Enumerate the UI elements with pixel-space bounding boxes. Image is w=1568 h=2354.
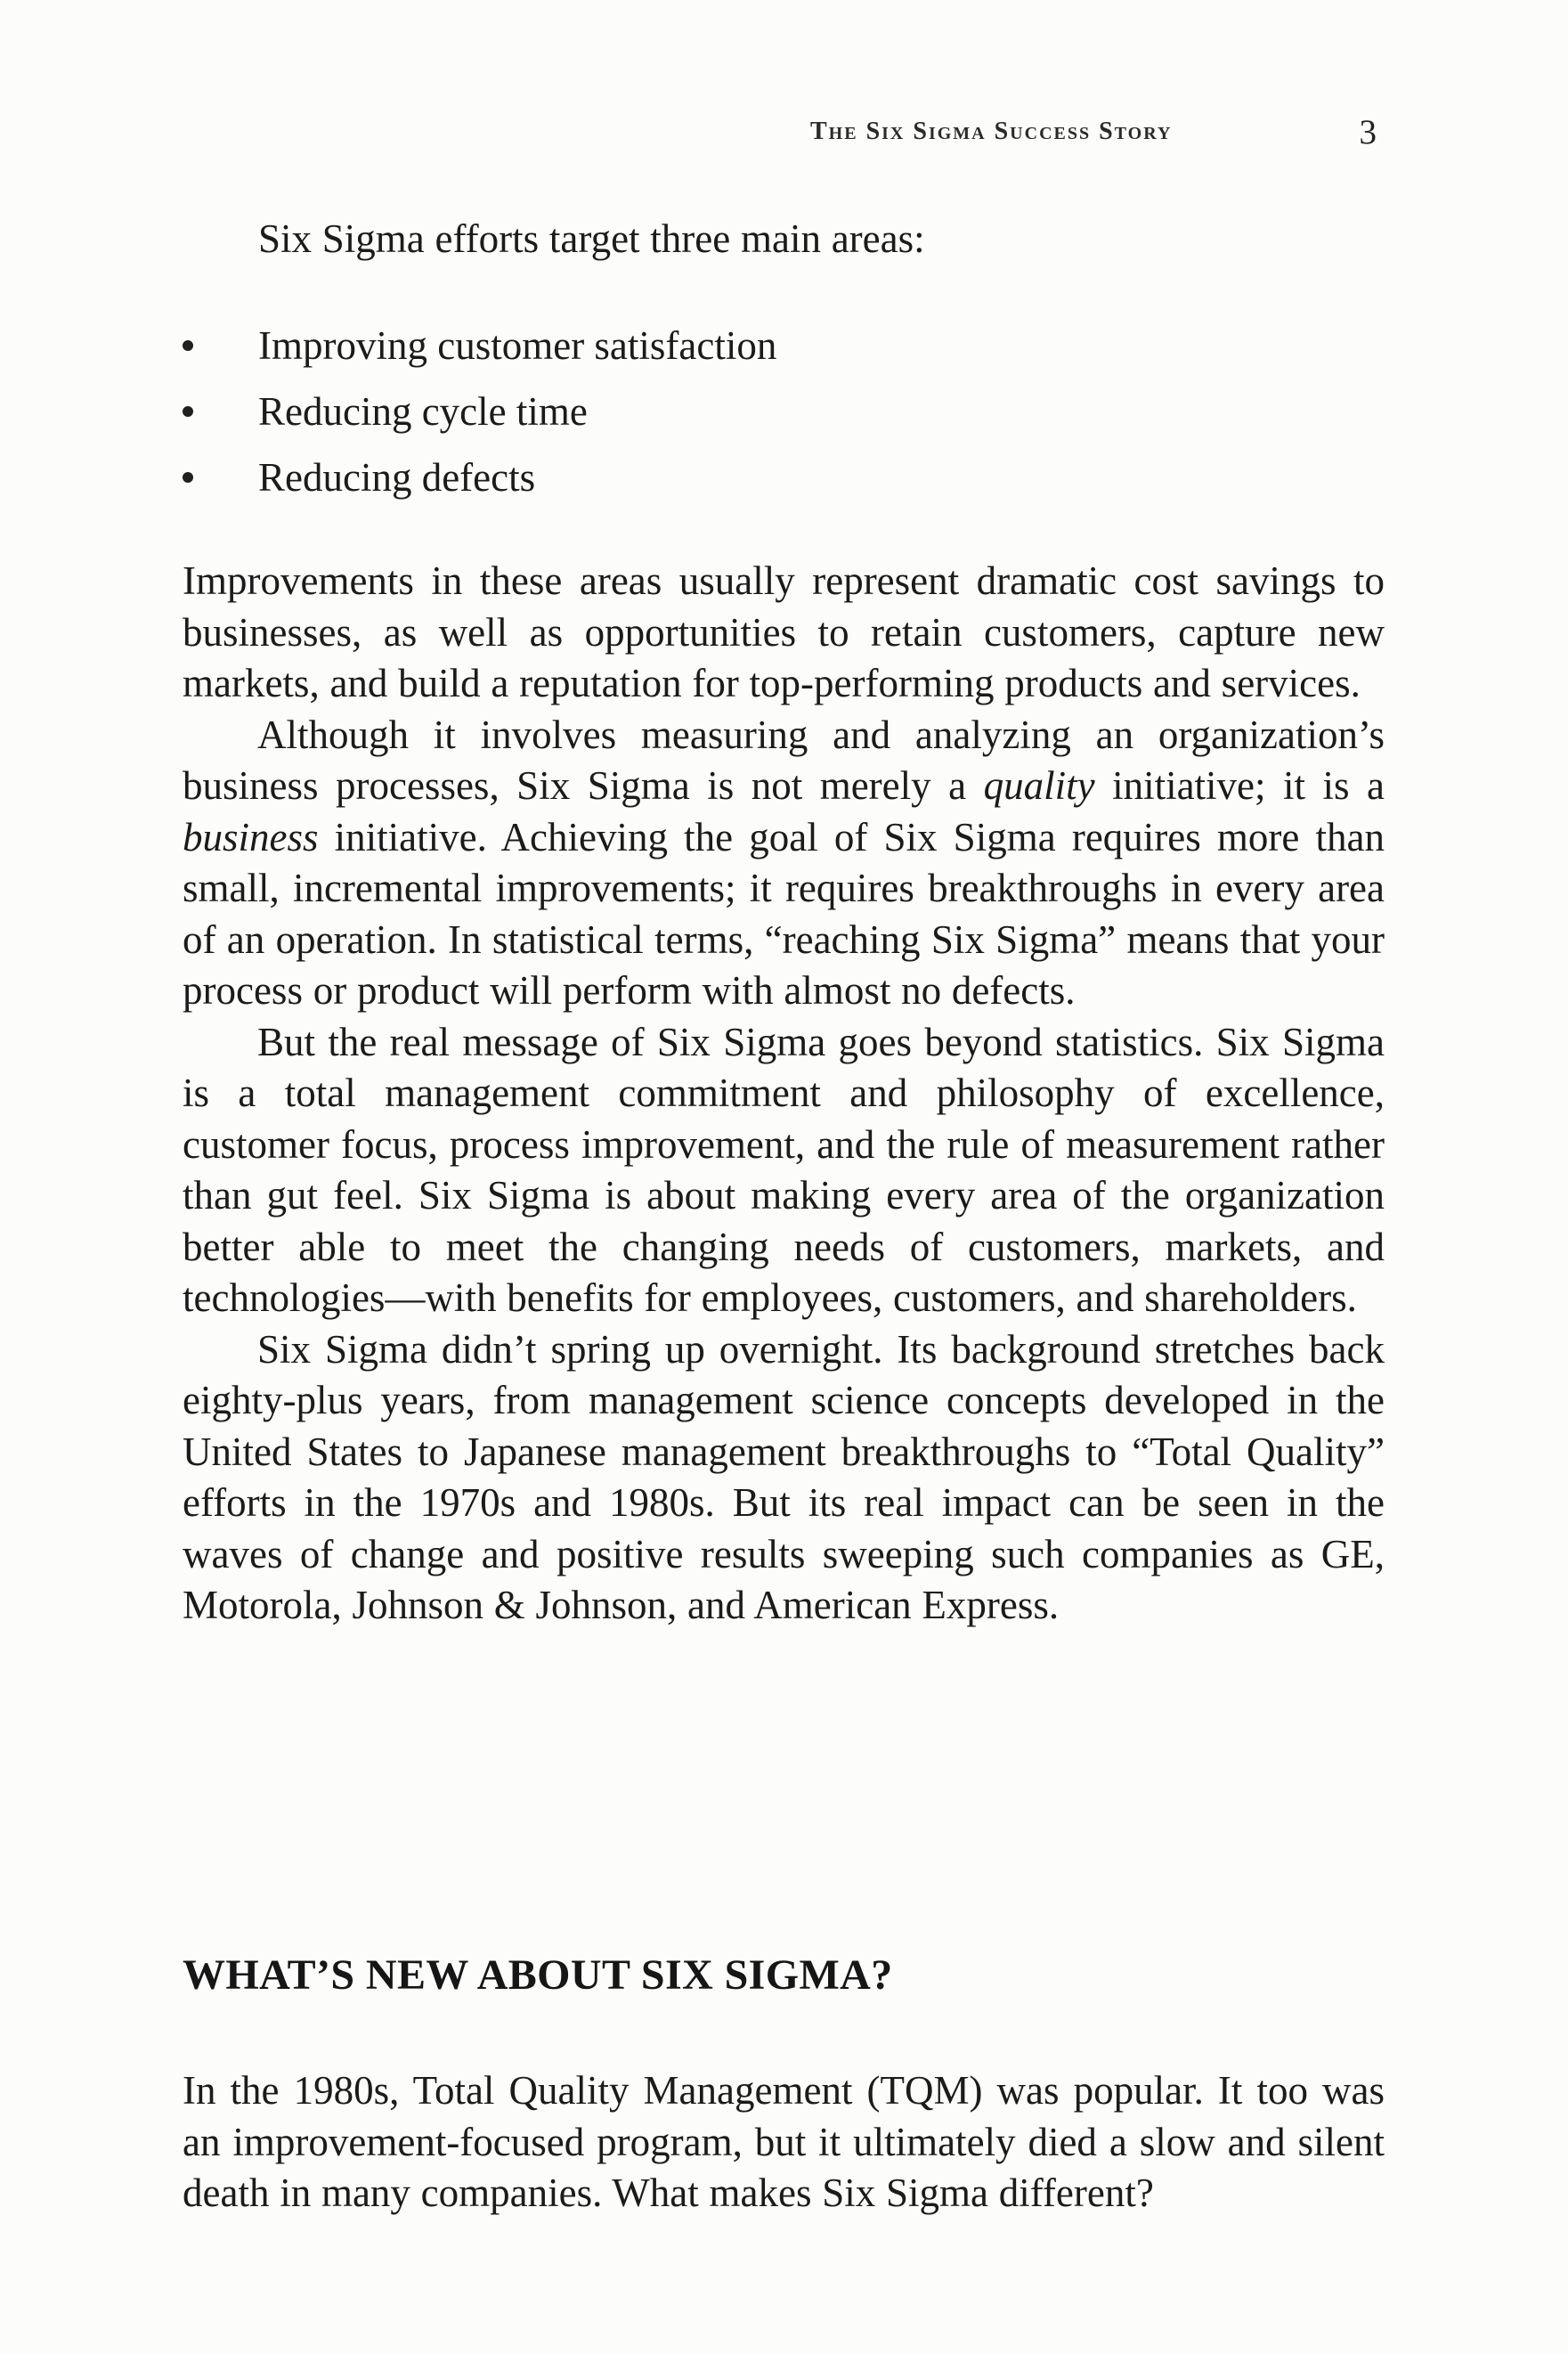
emphasis-quality: quality	[983, 763, 1095, 808]
section-paragraph: In the 1980s, Total Quality Management (TQM) was popular. It too was an improvement-focused program, but it ultimately died a slow and silent death in many companies. What makes Six Sigma different?	[183, 2068, 1385, 2215]
bullet-icon	[183, 340, 193, 351]
focus-area-label: Improving customer satisfaction	[258, 323, 777, 368]
intro-lead: Six Sigma efforts target three main areas:	[258, 216, 925, 261]
bullet-icon	[183, 472, 193, 483]
bullet-icon	[183, 406, 193, 417]
section-heading: WHAT’S NEW ABOUT SIX SIGMA?	[183, 1951, 893, 1999]
body-paragraph-4: Six Sigma didn’t spring up overnight. Its background stretches back eighty-plus years, from management science concepts developed in the United States to Japanese management breakthroughs to “Total Quality” efforts in the 1970s and 1980s. But its real impact can be seen in the waves of change and positive results sweeping such companies as GE, Motorola, Johnson & Johnson, and American Express.	[183, 1326, 1385, 1627]
body-text	[183, 556, 1385, 1632]
focus-area-label: Reducing cycle time	[258, 389, 588, 434]
paragraph-text: initiative; it is a	[1094, 763, 1385, 808]
focus-area-item	[178, 444, 979, 510]
paragraph-text: Although it involves measuring and analyzing an organization’s business processes, Six Sigma is not merely a	[183, 712, 1385, 808]
emphasis-business: business	[183, 814, 319, 859]
section-text	[183, 2065, 1385, 2220]
focus-area-list	[178, 313, 979, 510]
running-head	[775, 112, 1377, 151]
focus-area-item	[178, 379, 979, 444]
running-head-title: The Six Sigma Success Story	[810, 118, 1173, 145]
paragraph-text: initiative. Achieving the goal of Six Sigma requires more than small, incremental improvements; it requires breakthroughs in every area of an operation. In statistical terms, “reaching Six Sigma” means that your process or product will perform with almost no defects.	[183, 814, 1385, 1013]
page-number: 3	[1359, 113, 1377, 151]
focus-area-item	[178, 313, 979, 379]
focus-area-label: Reducing defects	[258, 455, 536, 500]
body-paragraph-1: Improvements in these areas usually represent dramatic cost savings to businesses, as well as opportunities to retain customers, capture new markets, and build a reputation for top-performing products and services.	[183, 558, 1385, 705]
body-paragraph-2	[183, 710, 1385, 1017]
body-paragraph-3: But the real message of Six Sigma goes beyond statistics. Six Sigma is a total management commitment and philosophy of excellence, customer focus, process improvement, and the rule of measurement rather than gut feel. Six Sigma is about making every area of the organization better able to meet the changing needs of customers, markets, and technologies—with benefits for employees, customers, and shareholders.	[183, 1019, 1385, 1320]
